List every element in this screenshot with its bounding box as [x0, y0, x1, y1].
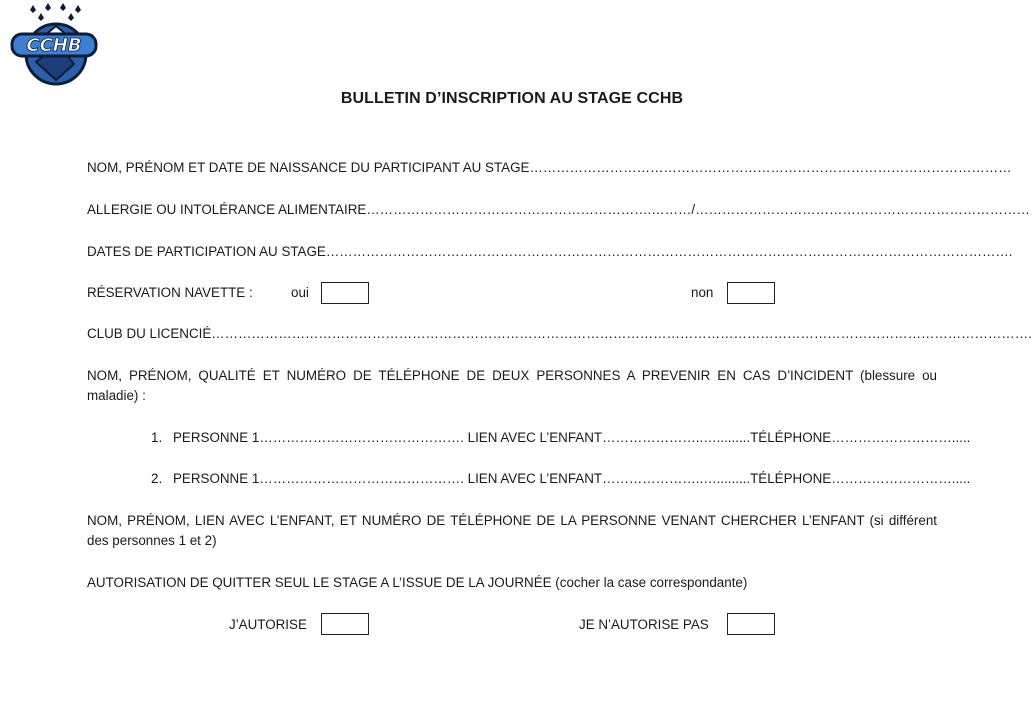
navette-oui-label: oui: [291, 285, 309, 300]
navette-non-checkbox[interactable]: [727, 282, 775, 304]
autorise-pas-label: JE N’AUTORISE PAS: [579, 617, 709, 632]
club-field[interactable]: CLUB DU LICENCIÉ………………………………………………………………………………………………………………………………………………………………….: [87, 326, 1032, 341]
autorisation-label: AUTORISATION DE QUITTER SEUL LE STAGE A L’ISSUE DE LA JOURNÉE (cocher la case correspondante): [87, 575, 748, 590]
navette-oui-checkbox[interactable]: [321, 282, 369, 304]
personne1-field[interactable]: PERSONNE 1………………………………………. LIEN AVEC L’ENFANT…………………..….........TÉLÉPHONE……………………….....: [173, 430, 971, 445]
navette-label: RÉSERVATION NAVETTE :: [87, 285, 253, 300]
cchb-logo: [8, 2, 100, 88]
personne2-number: 2.: [151, 471, 163, 486]
page-title: BULLETIN D’INSCRIPTION AU STAGE CCHB: [340, 90, 684, 107]
autorise-pas-checkbox[interactable]: [727, 613, 775, 635]
venant-label: NOM, PRÉNOM, LIEN AVEC L’ENFANT, ET NUMÉRO DE TÉLÉPHONE DE LA PERSONNE VENANT CHERCHER L’ENFANT (si différent des personnes 1 et 2): [87, 513, 937, 548]
navette-non-label: non: [691, 285, 714, 300]
logo-text: CCHB: [26, 35, 82, 56]
autorise-label: J’AUTORISE: [229, 617, 307, 632]
participant-field[interactable]: NOM, PRÉNOM ET DATE DE NAISSANCE DU PARTICIPANT AU STAGE………………………………………………………………………………………………: [87, 160, 1012, 175]
dates-field[interactable]: DATES DE PARTICIPATION AU STAGE……………………………………………………………………………………………………………………………………….: [87, 244, 1013, 259]
personne1-number: 1.: [151, 430, 163, 445]
allergie-field[interactable]: ALLERGIE OU INTOLÉRANCE ALIMENTAIRE……………………………………………………….………/…………………………………………………………………: [87, 202, 1030, 217]
prevenir-label: NOM, PRÉNOM, QUALITÉ ET NUMÉRO DE TÉLÉPHONE DE DEUX PERSONNES A PREVENIR EN CAS D’INCIDENT (blessure ou maladie) :: [87, 368, 937, 403]
personne2-field[interactable]: PERSONNE 1………………………………………. LIEN AVEC L’ENFANT…………………..….........TÉLÉPHONE……………………….....: [173, 471, 971, 486]
autorise-checkbox[interactable]: [321, 613, 369, 635]
